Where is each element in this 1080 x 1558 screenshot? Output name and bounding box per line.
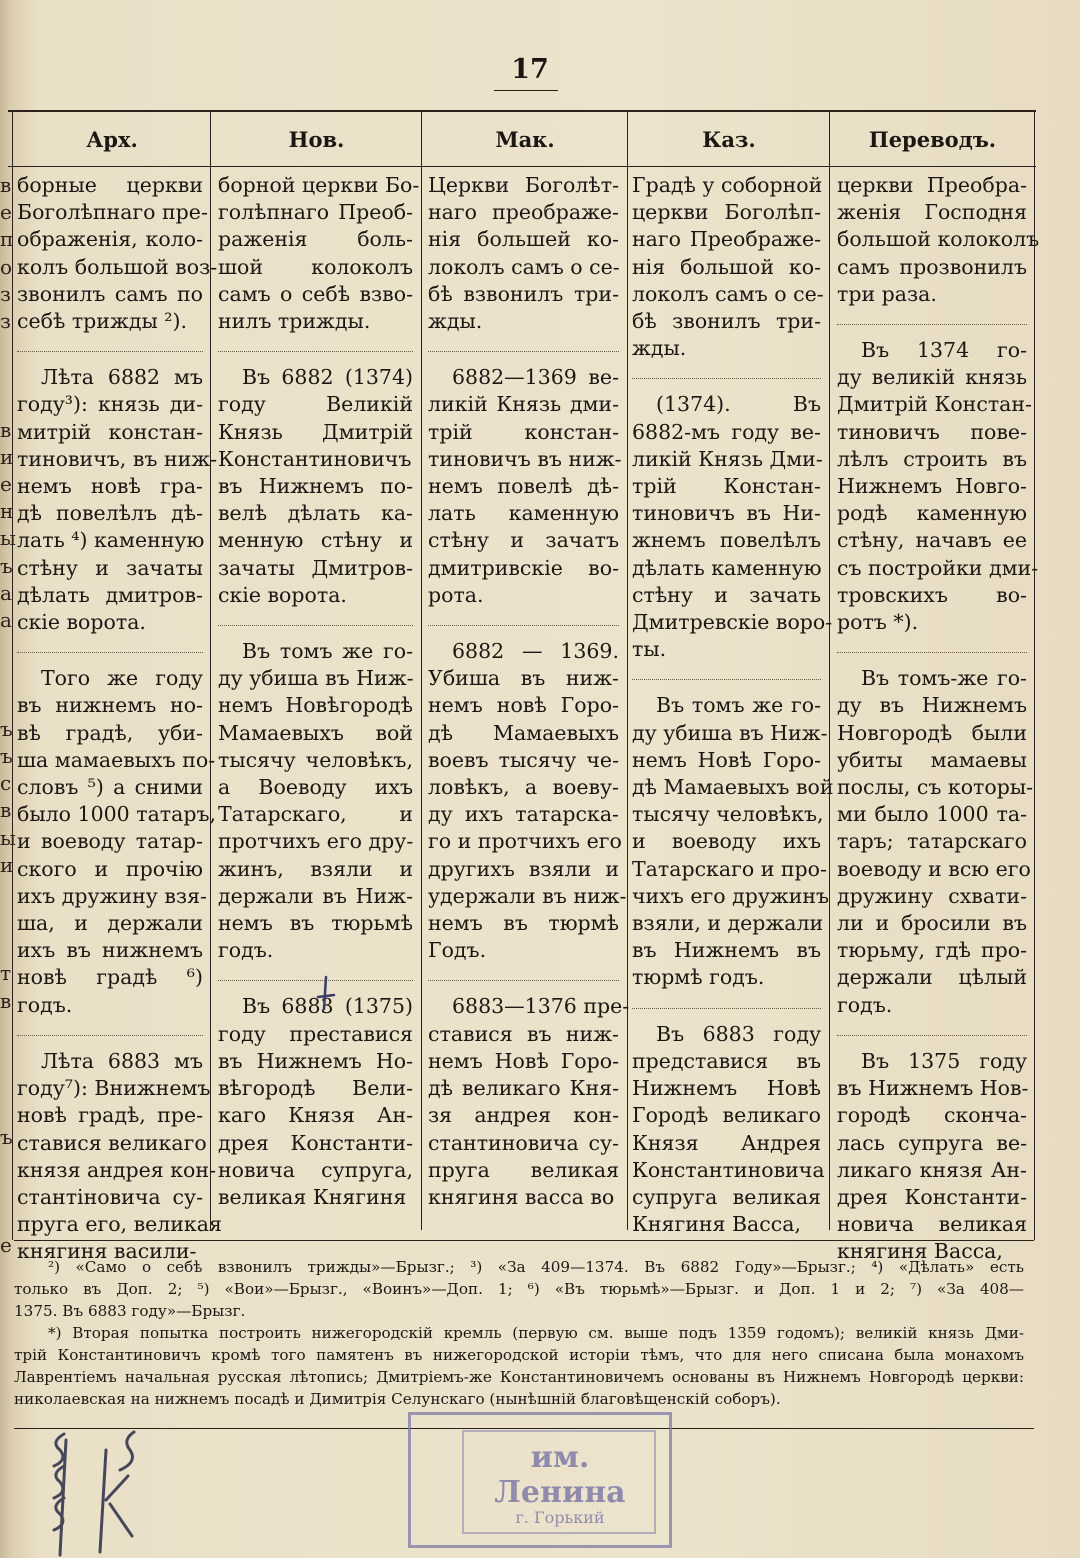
text-line: немъ Новѣ Горо- — [632, 747, 821, 772]
dotted-separator — [17, 1025, 203, 1036]
text-line: и воеводу татар- — [17, 829, 203, 854]
text-line: ского и прочію — [17, 856, 203, 881]
text-line: супруга великая — [632, 1184, 821, 1209]
edge-letter — [0, 1096, 12, 1123]
text-line: ротъ *). — [837, 610, 919, 635]
edge-letter: ъ — [0, 553, 13, 578]
text-line: новѣ градѣ ⁶) — [17, 965, 203, 990]
text-line: митрій констан- — [17, 419, 203, 444]
right-border — [1034, 110, 1035, 1240]
text-line: церкви Преобра- — [837, 173, 1027, 197]
edge-letter: ы — [0, 825, 16, 850]
text-block — [218, 172, 420, 335]
text-line: велѣ дѣлать ка- — [218, 501, 413, 526]
text-line: шой колоколъ — [218, 254, 413, 279]
text-line: немъ Новѣ Горо- — [428, 1048, 619, 1073]
dotted-separator — [428, 970, 619, 981]
text-line: Новгородѣ были — [837, 720, 1027, 745]
text-line: ликій Князь Дми- — [632, 446, 823, 471]
text-line: менную стѣну и — [218, 528, 413, 553]
text-line: словъ ⁵) а сними — [17, 775, 203, 800]
text-line: самъ о себѣ взво- — [218, 281, 413, 306]
text-line: тысячу человѣкъ, — [218, 747, 413, 772]
text-line: ображенія, коло- — [17, 227, 203, 252]
text-line: Татарскаго, и — [218, 802, 413, 827]
text-block — [632, 1021, 825, 1239]
text-line: Дмитрій Констан- — [837, 392, 1032, 417]
edge-letter: в — [0, 798, 12, 823]
text-line: дрея Константи- — [218, 1130, 413, 1155]
text-block — [837, 665, 1034, 1019]
text-line: Въ томъ-же го- — [861, 666, 1027, 691]
text-line: вѣ градѣ, уби- — [17, 720, 203, 745]
text-line: послы, съ которы- — [837, 775, 1034, 800]
text-line: стантіновича су- — [17, 1184, 203, 1209]
text-line: нія большей ко- — [428, 227, 619, 252]
text-line: Въ 6882 (1374) — [242, 365, 413, 390]
column-header-nov: Нов. — [288, 127, 345, 152]
text-block — [632, 172, 824, 362]
text-line: ликаго князя Ан- — [837, 1157, 1027, 1182]
text-line: другихъ взяли и — [428, 856, 619, 881]
text-line: женія Господня — [837, 200, 1027, 225]
pencil-mark — [312, 975, 342, 1017]
text-line: княгиня Васса, — [837, 1239, 1003, 1264]
text-block — [17, 1048, 222, 1266]
text-line: Князь Дмитрій — [218, 419, 413, 444]
text-line: ду ихъ татарска- — [428, 802, 619, 827]
text-line: годъ. — [218, 938, 274, 963]
text-line: немъ въ тюрмѣ — [428, 911, 619, 936]
text-line: скіе ворота. — [218, 582, 347, 607]
text-line: раженія боль- — [218, 227, 413, 252]
edge-letter: в — [0, 988, 12, 1013]
text-line: вѣгородѣ Вели- — [218, 1076, 413, 1101]
text-line: борной церкви Бо- — [218, 173, 420, 197]
text-line: Боголѣпнаго пре- — [17, 200, 208, 225]
text-line: княгиня васили- — [17, 1239, 197, 1264]
text-block — [218, 364, 413, 609]
text-line: году⁷): Внижнемъ — [17, 1076, 211, 1101]
footnote-line: трій Константиновичъ кромѣ того памятенъ въ нижегородской исторіи тѣмъ, что для него списана была монахомъ — [14, 1346, 1024, 1364]
footnote-line: *) Вторая попытка построить нижегородскій кремль (первую см. выше подъ 1359 годомъ); великій князь Дми- — [48, 1324, 1024, 1342]
text-line: церкви Боголѣп- — [632, 200, 821, 225]
text-line: Нижнемъ Новго- — [837, 474, 1027, 499]
text-line: ли и бросили въ — [837, 911, 1027, 936]
edge-letter: п — [0, 227, 14, 252]
text-line: представися въ — [632, 1048, 821, 1073]
edge-letter: о — [0, 254, 13, 279]
dotted-separator — [17, 341, 203, 352]
text-line: годъ. — [837, 992, 893, 1017]
text-block — [17, 172, 218, 335]
dotted-separator — [632, 998, 821, 1009]
dotted-separator — [837, 642, 1027, 653]
text-line: ликій Князь дми- — [428, 392, 619, 417]
text-line: съ постройки дми- — [837, 555, 1039, 580]
text-line: стѣну, начавъ ее — [837, 528, 1027, 553]
text-line: скіе ворота. — [17, 610, 146, 635]
text-block — [632, 391, 833, 663]
text-line: въ Нижнемъ Но- — [218, 1048, 413, 1073]
column-perevod — [837, 172, 1040, 1264]
text-line: немъ повелѣ дѣ- — [428, 474, 619, 499]
text-block — [632, 692, 834, 991]
text-line: дѣлать дмитров- — [17, 582, 203, 607]
footnote-line: Лаврентіемъ начальная русская лѣтопись; Дмитріемъ-же Константиновичемъ основаны въ Нижнемъ Новгородѣ церкви: — [14, 1368, 1024, 1386]
text-line: Татарскаго и про- — [632, 856, 827, 881]
edge-letter: т — [0, 961, 12, 986]
text-line: воеводу и всю его — [837, 856, 1031, 881]
text-line: лась супруга ве- — [837, 1130, 1027, 1155]
edge-letter: и — [0, 852, 14, 877]
text-line: рота. — [428, 582, 484, 607]
text-line: 6883—1376 пре- — [452, 994, 630, 1019]
text-line: княгиня васса во — [428, 1184, 615, 1209]
text-line: тиновичъ въ ниж- — [428, 446, 622, 471]
handwritten-inventory-number — [40, 1420, 150, 1558]
edge-letter — [0, 1178, 12, 1205]
text-block — [428, 638, 627, 964]
text-line: ду убиша въ Ниж- — [632, 720, 828, 745]
text-line: ловѣкъ, а воеву- — [428, 775, 619, 800]
column-arch — [17, 172, 222, 1264]
text-line: чихъ его дружинъ — [632, 883, 830, 908]
text-line: Того же году — [41, 666, 203, 691]
text-line: трій констан- — [428, 419, 619, 444]
text-line: Въ томъ же го- — [656, 693, 821, 718]
edge-letter: а — [0, 580, 12, 605]
text-line: ставися великаго — [17, 1130, 207, 1155]
column-header-mak: Мак. — [495, 127, 555, 152]
text-line: локолъ самъ о се- — [428, 254, 620, 279]
text-line: 6882—1369 ве- — [452, 365, 619, 390]
text-block — [17, 364, 218, 636]
text-line: немъ въ тюрьмѣ — [218, 911, 413, 936]
text-line: ша мамаевыхъ по- — [17, 747, 216, 772]
text-line: 6882-мъ году ве- — [632, 419, 821, 444]
text-line: убиты мамаевы — [837, 747, 1027, 772]
column-header-arch: Арх. — [86, 127, 138, 152]
edge-letter — [0, 1205, 12, 1232]
text-line: стантиновича су- — [428, 1130, 619, 1155]
text-line: Церкви Боголѣт- — [428, 173, 619, 197]
text-line: голѣпнаго Преоб- — [218, 200, 413, 225]
text-line: держали цѣлый — [837, 965, 1027, 990]
text-line: Константиновича — [632, 1157, 825, 1182]
edge-letter: н — [0, 499, 14, 524]
dotted-separator — [218, 615, 413, 626]
edge-letter: е — [0, 472, 12, 497]
footnote-line: николаевская на нижнемъ посадѣ и Димитрія Селунскаго (нынѣшній благовѣщенскій соборъ). — [14, 1390, 781, 1408]
text-line: колъ большой воз- — [17, 254, 218, 279]
text-line: немъ новѣ гра- — [17, 474, 203, 499]
edge-letter: в — [0, 173, 12, 197]
text-line: ду убиша въ Ниж- — [218, 666, 414, 691]
text-line: удержали въ ниж- — [428, 883, 627, 908]
edge-letter: а — [0, 608, 12, 632]
edge-letter — [0, 933, 12, 960]
text-line: жинъ, взяли и — [218, 856, 413, 881]
text-line: немъ новѣ Горо- — [428, 693, 619, 718]
text-line: въ Нижнемъ въ — [632, 938, 821, 963]
text-line: дмитривскіе во- — [428, 555, 619, 580]
column-separator — [210, 112, 211, 1230]
edge-letter — [0, 1042, 12, 1069]
text-line: Въ 1375 году — [861, 1048, 1027, 1073]
text-line: тиновичъ въ Ни- — [632, 501, 821, 526]
text-line: стѣну и зачатъ — [428, 528, 619, 553]
dotted-separator — [632, 368, 821, 379]
text-block — [218, 993, 413, 1211]
dotted-separator — [837, 1025, 1027, 1036]
text-line: Въ томъ же го- — [242, 639, 413, 664]
text-line: нія большой ко- — [632, 254, 821, 279]
column-kaz — [632, 172, 834, 1237]
text-line: новѣ градѣ, пре- — [17, 1103, 203, 1128]
edge-letter: ъ — [0, 1124, 13, 1149]
text-line: жды. — [428, 309, 483, 334]
text-line: Въ 1374 го- — [861, 338, 1027, 363]
text-line: жнемъ повелѣлъ — [632, 528, 821, 553]
text-line: лать каменную — [428, 501, 619, 526]
edge-letter: с — [0, 771, 12, 796]
text-line: дрея Константи- — [837, 1184, 1027, 1209]
text-line: ми было 1000 та- — [837, 802, 1027, 827]
edge-letter: з — [0, 308, 11, 333]
text-line: году³): князь ди- — [17, 392, 203, 417]
text-line: Лѣта 6883 мъ — [41, 1048, 203, 1073]
text-line: а Воеводу ихъ — [218, 775, 413, 800]
column-mak — [428, 172, 630, 1232]
text-line: князя андрея кон- — [17, 1157, 216, 1182]
text-line: зачаты Дмитров- — [218, 555, 413, 580]
table-top-rule — [8, 110, 1036, 112]
text-block — [837, 1048, 1027, 1266]
text-line: Убиша въ ниж- — [428, 666, 619, 691]
text-line: протчихъ его дру- — [218, 829, 414, 854]
text-line: ихъ въ нижнемъ — [17, 938, 203, 963]
text-line: воевъ тысячу че- — [428, 747, 619, 772]
column-header-kaz: Каз. — [702, 127, 756, 152]
text-line: городѣ сконча- — [837, 1103, 1027, 1128]
column-separator — [627, 112, 628, 1230]
page-number-rule — [494, 90, 558, 91]
text-line: Лѣта 6882 мъ — [41, 365, 203, 390]
text-block — [218, 638, 413, 964]
edge-letter — [0, 1151, 12, 1178]
footnotes — [14, 1256, 1024, 1410]
column-header-perevod: Переводъ. — [868, 127, 997, 152]
text-line: въ нижнемъ но- — [17, 693, 203, 718]
text-line: Городѣ великаго — [632, 1103, 821, 1128]
text-line: (1374). Въ — [656, 392, 821, 417]
edge-letter: ы — [0, 526, 16, 551]
text-line: было 1000 татаръ, — [17, 802, 217, 827]
text-line: годъ. — [17, 992, 73, 1017]
edge-letter — [0, 661, 12, 688]
text-line: Константиновичъ — [218, 446, 412, 471]
text-line: новича великая — [837, 1212, 1027, 1237]
edge-letter — [0, 390, 12, 417]
text-line: году Великій — [218, 392, 413, 417]
text-block — [837, 172, 1040, 308]
library-stamp-name: им. Ленина — [494, 1440, 626, 1510]
edge-letter — [0, 1069, 12, 1096]
text-line: тиновичъ, въ ниж- — [17, 446, 218, 471]
text-line: родѣ каменную — [837, 501, 1027, 526]
text-line: взяли, и держали — [632, 911, 824, 936]
text-line: дѣ великаго Кня- — [428, 1076, 619, 1101]
text-line: жды. — [632, 336, 687, 361]
text-line: зя андрея кон- — [428, 1103, 619, 1128]
text-block — [837, 337, 1039, 636]
edge-letter: е — [0, 200, 12, 225]
text-line: году преставися — [218, 1021, 413, 1046]
text-line: бѣ звонилъ три- — [632, 309, 821, 334]
text-line: ду въ Нижнемъ — [837, 693, 1027, 718]
dotted-separator — [837, 314, 1027, 325]
text-line: тиновичъ пове- — [837, 419, 1027, 444]
text-line: тюрмѣ годъ. — [632, 965, 765, 990]
text-block — [428, 172, 619, 335]
text-line: Годъ. — [428, 938, 487, 963]
text-line: нилъ трижды. — [218, 309, 371, 334]
dotted-separator — [632, 669, 821, 680]
edge-letter — [0, 1015, 12, 1042]
text-line: локолъ самъ о се- — [632, 281, 824, 306]
text-line: стѣну и зачать — [632, 582, 821, 607]
footnote-line: ²) «Само о себѣ взвонилъ трижды»—Брызг.; ³) «За 409—1374. Въ 6882 Году»—Брызг.; ⁴) «Дѣлать» есть — [48, 1258, 1024, 1276]
text-line: Въ 6883 (1375) — [242, 994, 413, 1019]
text-line: въ Нижнемъ Нов- — [837, 1076, 1029, 1101]
text-line: 6882 — 1369. — [452, 639, 619, 664]
text-line: самъ прозвонилъ — [837, 254, 1027, 279]
page-number: 17 — [511, 54, 549, 85]
column-nov — [218, 172, 420, 1232]
edge-letter — [0, 906, 12, 933]
text-line: лать ⁴) каменную — [17, 528, 205, 553]
cut-off-left-column-letters — [0, 172, 16, 1260]
text-line: ты. — [632, 637, 667, 662]
left-border — [12, 110, 13, 1240]
edge-letter — [0, 362, 12, 389]
edge-letter — [0, 879, 12, 906]
dotted-separator — [17, 642, 203, 653]
text-line: дѣ Мамаевыхъ — [428, 720, 619, 745]
column-separator — [829, 112, 830, 1230]
text-line: го и протчихъ его — [428, 829, 622, 854]
edge-letter: и — [0, 444, 14, 469]
text-line: ша, и держали — [17, 911, 203, 936]
text-line: немъ Новѣгородѣ — [218, 693, 413, 718]
text-line: тровскихъ во- — [837, 582, 1027, 607]
text-line: и воеводу ихъ — [632, 829, 821, 854]
library-stamp-city: г. Горький — [515, 1508, 605, 1527]
footnote-rule — [14, 1240, 1034, 1241]
text-block — [428, 364, 622, 609]
text-line: ихъ дружину взя- — [17, 883, 207, 908]
text-line: наго преображе- — [428, 200, 619, 225]
edge-letter: е — [0, 1233, 12, 1258]
text-line: звонилъ самъ по — [17, 281, 203, 306]
edge-letter: ъ — [0, 716, 13, 741]
text-line: трій Констан- — [632, 474, 821, 499]
footnote-line: 1375. Въ 6883 году»—Брызг. — [14, 1302, 246, 1320]
edge-letter: ъ — [0, 743, 13, 768]
text-line: дружину схвати- — [837, 883, 1027, 908]
text-line: дѣ повелѣлъ дѣ- — [17, 501, 203, 526]
text-line: борные церкви — [17, 173, 203, 197]
text-line: Нижнемъ Новѣ — [632, 1076, 821, 1101]
edge-letter — [0, 689, 12, 716]
text-line: лѣлъ строить въ — [837, 446, 1027, 471]
edge-letter — [0, 634, 12, 661]
text-line: таръ; татарскаго — [837, 829, 1027, 854]
text-line: пруга великая — [428, 1157, 619, 1182]
text-line: бѣ взвонилъ три- — [428, 281, 619, 306]
text-line: Князя Андрея — [632, 1130, 821, 1155]
text-line: въ Нижнемъ по- — [218, 474, 413, 499]
text-block — [428, 993, 630, 1211]
text-line: новича супруга, — [218, 1157, 413, 1182]
text-line: Градѣ у соборной — [632, 173, 823, 197]
text-line: ду великій князь — [837, 365, 1027, 390]
text-line: себѣ трижды ²). — [17, 309, 188, 334]
text-line: пруга его, великая — [17, 1212, 222, 1237]
text-line: тысячу человѣкъ, — [632, 802, 824, 827]
column-separator — [421, 112, 422, 1230]
text-line: великая Княгиня — [218, 1184, 407, 1209]
text-line: каго Князя Ан- — [218, 1103, 413, 1128]
text-line: дѣ Мамаевыхъ вой — [632, 775, 834, 800]
dotted-separator — [428, 341, 619, 352]
text-line: три раза. — [837, 281, 937, 306]
edge-letter: з — [0, 281, 11, 306]
edge-letter: в — [0, 417, 12, 442]
table-header-rule — [8, 166, 1036, 167]
text-line: ставися въ ниж- — [428, 1021, 619, 1046]
text-line: тюрьму, гдѣ про- — [837, 938, 1027, 963]
text-line: Дмитревскіе воро- — [632, 610, 833, 635]
footnote-line: только въ Доп. 2; ⁵) «Вои»—Брызг., «Воинъ»—Доп. 1; ⁶) «Въ тюрьмѣ»—Брызг. и Доп. 1 и 2; ⁷) «За 408— — [14, 1280, 1024, 1298]
text-line: дѣлать каменную — [632, 555, 822, 580]
text-line: наго Преображе- — [632, 227, 821, 252]
text-line: Княгиня Васса, — [632, 1212, 801, 1237]
text-block — [17, 665, 217, 1019]
edge-letter — [0, 335, 12, 362]
dotted-separator — [428, 615, 619, 626]
text-line: держали въ Ниж- — [218, 883, 413, 908]
dotted-separator — [218, 341, 413, 352]
text-line: Мамаевыхъ вой — [218, 720, 413, 745]
text-line: большой колоколъ — [837, 227, 1040, 252]
text-line: стѣну и зачаты — [17, 555, 203, 580]
text-line: Въ 6883 году — [656, 1021, 821, 1046]
